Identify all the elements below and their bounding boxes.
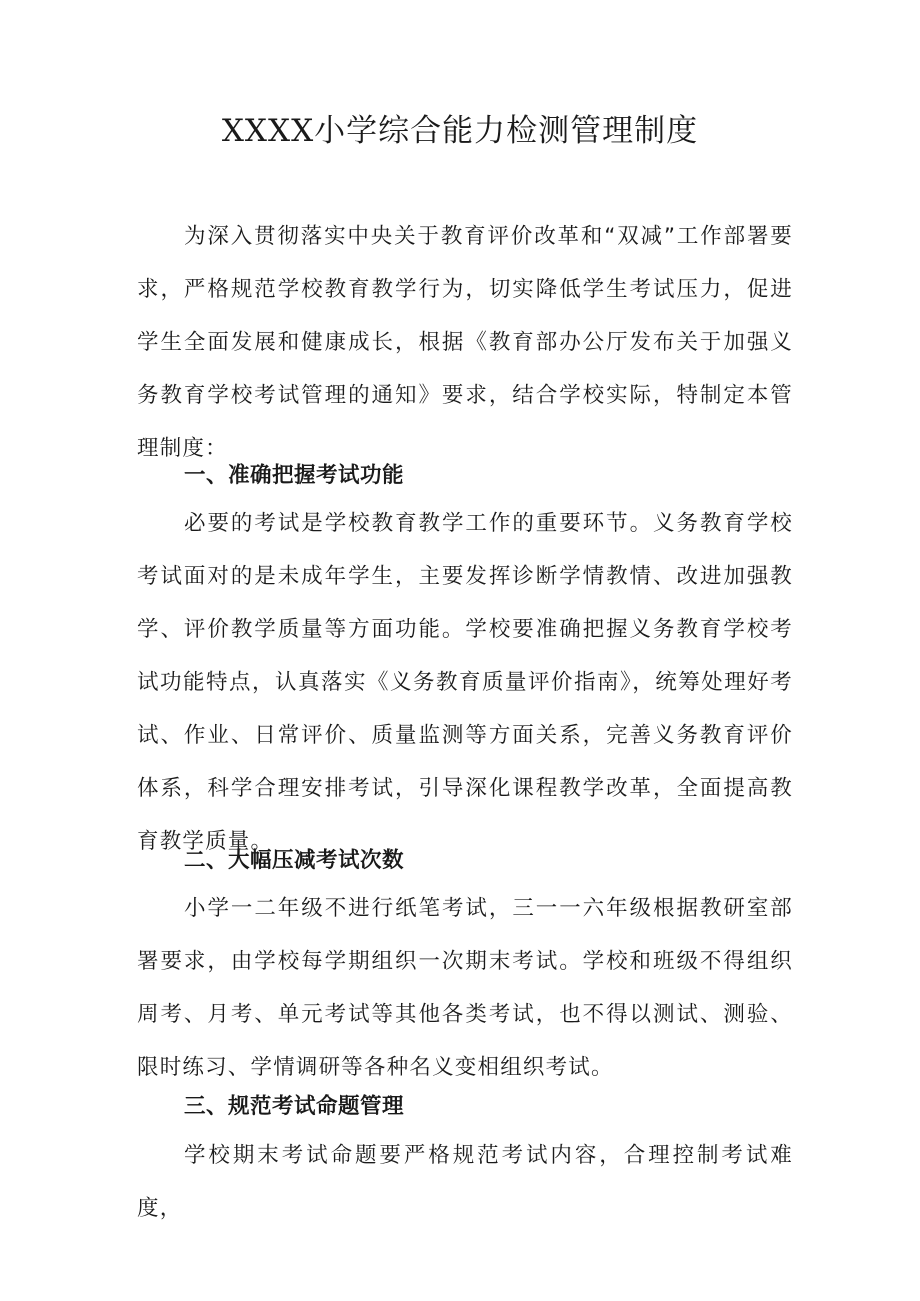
section-heading-3: 三、规范考试命题管理 bbox=[184, 1094, 405, 1119]
section-heading-2: 二、大幅压减考试次数 bbox=[184, 848, 405, 873]
document-title: XXXX小学综合能力检测管理制度 bbox=[221, 113, 699, 149]
section-paragraph-3: 学校期末考试命题要严格规范考试内容，合理控制考试难度， bbox=[137, 1143, 793, 1221]
intro-paragraph: 为深入贯彻落实中央关于教育评价改革和“双减”工作部署要求，严格规范学校教育教学行为，切实降低学生考试压力，促进学生全面发展和健康成长，根据《教育部办公厅发布关于加强义务教育学校考试管理的通知》要求，结合学校实际，特制定本管理制度： bbox=[137, 224, 793, 461]
section-heading-1: 一、准确把握考试功能 bbox=[184, 463, 405, 488]
section-paragraph-2: 小学一二年级不进行纸笔考试，三一一六年级根据教研室部署要求，由学校每学期组织一次期末考试。学校和班级不得组织周考、月考、单元考试等其他各类考试，也不得以测试、测验、限时练习、学情调研等各种名义变相组织考试。 bbox=[137, 896, 793, 1080]
section-paragraph-1: 必要的考试是学校教育教学工作的重要环节。义务教育学校考试面对的是未成年学生，主要发挥诊断学情教情、改进加强教学、评价教学质量等方面功能。学校要准确把握义务教育学校考试功能特点，认真落实《义务教育质量评价指南》，统筹处理好考试、作业、日常评价、质量监测等方面关系，完善义务教育评价体系，科学合理安排考试，引导深化课程教学改革，全面提高教育教学质量。 bbox=[137, 511, 793, 854]
